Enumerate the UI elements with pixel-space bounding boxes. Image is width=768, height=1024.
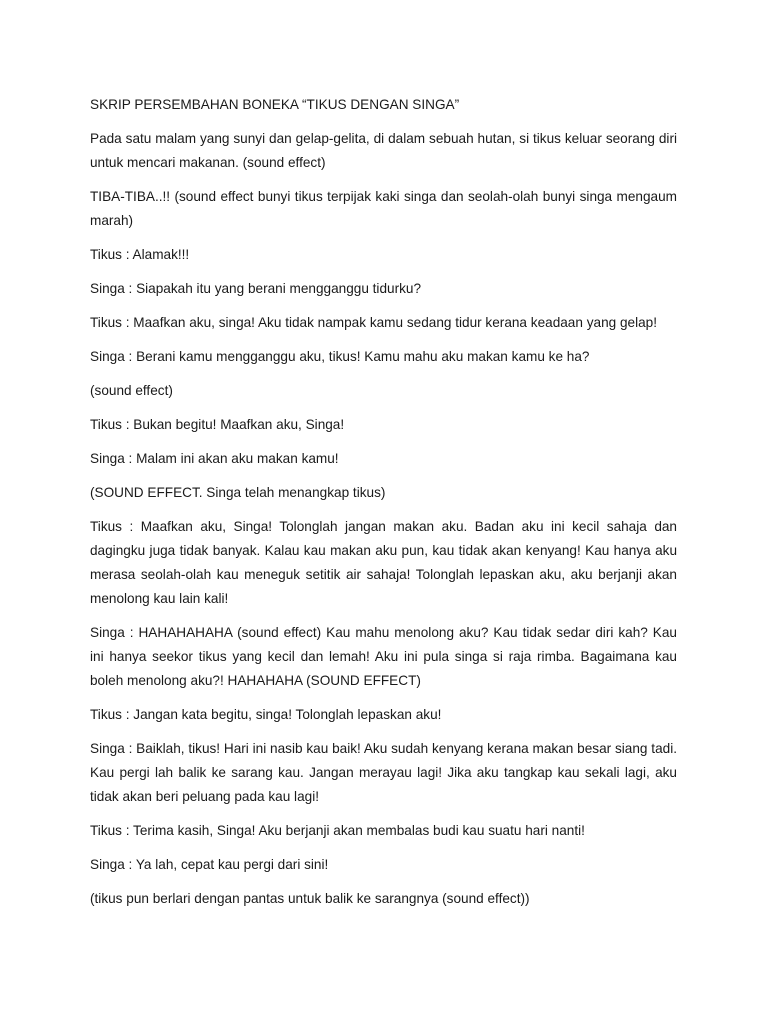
document-title: SKRIP PERSEMBAHAN BONEKA “TIKUS DENGAN SINGA” xyxy=(90,97,460,112)
paragraph-dialogue: Singa : Ya lah, cepat kau pergi dari sini! xyxy=(90,857,329,872)
paragraph-dialogue: Tikus : Maafkan aku, singa! Aku tidak nampak kamu sedang tidur kerana keadaan yang gelap! xyxy=(90,315,658,330)
paragraph-dialogue: Tikus : Jangan kata begitu, singa! Tolonglah lepaskan aku! xyxy=(90,707,442,722)
paragraph-dialogue: Tikus : Alamak!!! xyxy=(90,247,190,262)
paragraph-stage-direction: (sound effect) xyxy=(90,383,173,398)
paragraph-dialogue: Tikus : Maafkan aku, Singa! Tolonglah jangan makan aku. Badan aku ini kecil sahaja dan dagingku juga tidak banyak. Kalau kau makan aku pun, kau tidak akan kenyang! Kau hanya aku merasa seolah-olah kau meneguk setitik air sahaja! Tolonglah lepaskan aku, aku berjanji akan menolong kau lain kali! xyxy=(90,519,677,606)
paragraph-narration-sudden: TIBA-TIBA..!! (sound effect bunyi tikus terpijak kaki singa dan seolah-olah bunyi singa mengaum marah) xyxy=(90,189,677,228)
paragraph-narration-intro: Pada satu malam yang sunyi dan gelap-gelita, di dalam sebuah hutan, si tikus keluar seorang diri untuk mencari makanan. (sound effect) xyxy=(90,131,677,170)
paragraph-dialogue: Singa : Baiklah, tikus! Hari ini nasib kau baik! Aku sudah kenyang kerana makan besar siang tadi. Kau pergi lah balik ke sarang kau. Jangan merayau lagi! Jika aku tangkap kau sekali lagi, aku tidak akan beri peluang pada kau lagi! xyxy=(90,741,677,804)
paragraph-dialogue: Singa : HAHAHAHAHA (sound effect) Kau mahu menolong aku? Kau tidak sedar diri kah? Kau ini hanya seekor tikus yang kecil dan lemah! Aku ini pula singa si raja rimba. Bagaimana kau boleh menolong aku?! HAHAHAHA (SOUND EFFECT) xyxy=(90,625,677,688)
paragraph-dialogue: Singa : Malam ini akan aku makan kamu! xyxy=(90,451,339,466)
paragraph-dialogue: Tikus : Bukan begitu! Maafkan aku, Singa! xyxy=(90,417,345,432)
document-page xyxy=(90,93,677,921)
paragraph-stage-direction: (tikus pun berlari dengan pantas untuk balik ke sarangnya (sound effect)) xyxy=(90,891,530,906)
paragraph-dialogue: Singa : Berani kamu mengganggu aku, tikus! Kamu mahu aku makan kamu ke ha? xyxy=(90,349,590,364)
paragraph-dialogue: Singa : Siapakah itu yang berani mengganggu tidurku? xyxy=(90,281,422,296)
paragraph-stage-direction: (SOUND EFFECT. Singa telah menangkap tikus) xyxy=(90,485,386,500)
paragraph-dialogue: Tikus : Terima kasih, Singa! Aku berjanji akan membalas budi kau suatu hari nanti! xyxy=(90,823,585,838)
